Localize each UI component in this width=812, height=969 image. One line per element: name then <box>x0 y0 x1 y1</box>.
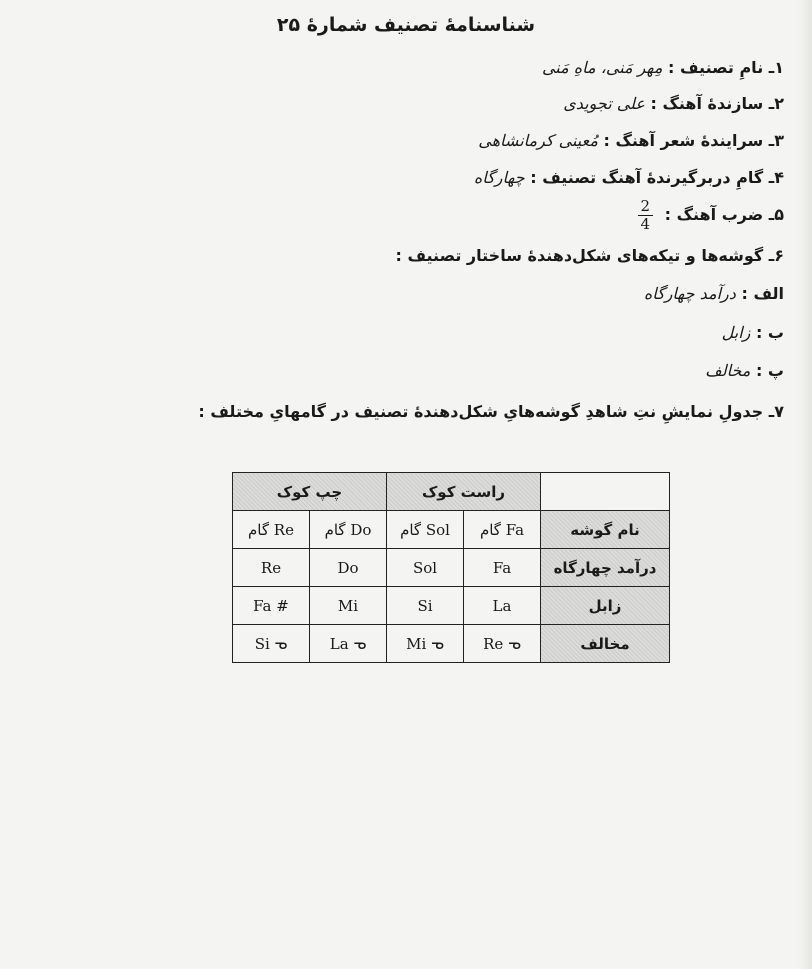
table-cell: Mi <box>310 587 387 625</box>
page-title: شناسنامهٔ تصنیف شمارهٔ ۲۵ <box>276 14 536 36</box>
group-header-rast-kuk: راست کوک <box>387 473 541 511</box>
table-cell: La <box>464 587 541 625</box>
table-cell: Sol <box>387 549 464 587</box>
time-signature <box>638 198 654 233</box>
item-section-p <box>705 361 784 380</box>
item-label: ۶ـ گوشه‌ها و تیکه‌های شکل‌دهندهٔ ساختار تصنیف : <box>395 246 784 265</box>
item-value: درآمد چهارگاه <box>643 284 736 303</box>
time-signature-numerator: 2 <box>638 198 654 216</box>
item-label: ب : <box>750 323 784 342</box>
item-lyricist <box>478 131 784 150</box>
item-label: ۳ـ سرایندهٔ شعر آهنگ : <box>597 131 784 150</box>
item-label: پ : <box>750 361 784 380</box>
row-header: درآمد چهارگاه <box>541 549 670 587</box>
column-header: گام Do <box>310 511 387 549</box>
table-column-header-row <box>233 511 670 549</box>
item-value: مُعینی کرمانشاهی <box>478 131 598 150</box>
item-label: ۴ـ گامِ دربرگیرندهٔ آهنگ تصنیف : <box>524 168 784 187</box>
page-edge-shadow <box>798 0 812 969</box>
table-cell: Mi ᓀ <box>387 625 464 663</box>
item-composer <box>563 94 784 113</box>
table-row <box>233 587 670 625</box>
item-label: ۱ـ نامِ تصنیف : <box>662 58 784 77</box>
group-header-chap-kuk: چپ کوک <box>233 473 387 511</box>
item-value: مخالف <box>705 361 751 380</box>
item-label: الف : <box>735 284 784 303</box>
row-header: مخالف <box>541 625 670 663</box>
table-cell: Re <box>233 549 310 587</box>
item-value: علی تجویدی <box>563 94 645 113</box>
table-cell: Si ᓀ <box>233 625 310 663</box>
table-group-header-row <box>233 473 670 511</box>
item-value: زابل <box>721 323 751 342</box>
item-label: ۷ـ جدولِ نمایشِ نتِ شاهدِ گوشه‌هایِ شکل‌دهندهٔ تصنیف در گامهایِ مختلف : <box>198 402 784 421</box>
column-header: گام Re <box>233 511 310 549</box>
table-cell: Fa <box>464 549 541 587</box>
table-cell: Si <box>387 587 464 625</box>
item-label: ۵ـ ضرب آهنگ : <box>659 205 784 224</box>
table-corner-label: نام گوشه <box>541 511 670 549</box>
column-header: گام Sol <box>387 511 464 549</box>
row-header: زابل <box>541 587 670 625</box>
notes-table <box>232 472 670 663</box>
column-header: گام Fa <box>464 511 541 549</box>
table-row <box>233 625 670 663</box>
item-section-b <box>722 323 784 342</box>
table-cell: Do <box>310 549 387 587</box>
item-value: چهارگاه <box>473 168 525 187</box>
item-sections-heading <box>395 246 784 265</box>
item-section-a <box>644 284 784 303</box>
table-empty-corner <box>541 473 670 511</box>
item-table-heading <box>198 402 784 421</box>
table-row <box>233 549 670 587</box>
item-value: مِهر مَنی، ماهِ مَنی <box>541 58 663 77</box>
time-signature-denominator: 4 <box>640 215 651 233</box>
item-scale <box>474 168 784 187</box>
item-label: ۲ـ سازندهٔ آهنگ : <box>644 94 784 113</box>
table-cell: La ᓀ <box>310 625 387 663</box>
table-cell: Fa # <box>233 587 310 625</box>
item-song-name <box>542 58 784 77</box>
table-cell: Re ᓀ <box>464 625 541 663</box>
item-meter <box>638 198 784 233</box>
